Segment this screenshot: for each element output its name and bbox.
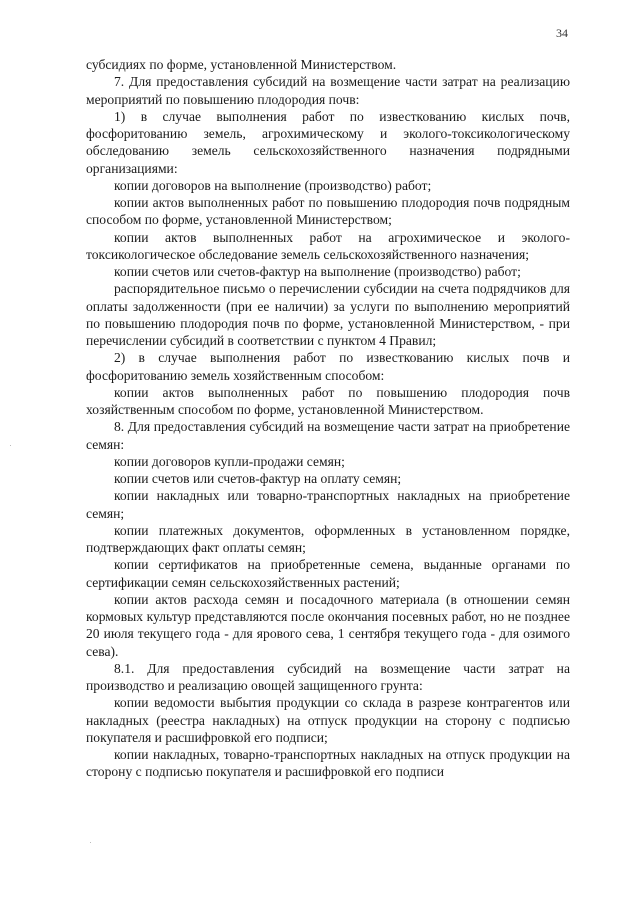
scan-speck — [90, 842, 91, 843]
paragraph: субсидиях по форме, установленной Министерством. — [86, 57, 397, 72]
paragraph: копии сертификатов на приобретенные семена, выданные органами по сертификации семян сельскохозяйственных растений; — [86, 557, 570, 590]
paragraph: копии актов выполненных работ на агрохимическое и эколого-токсикологическое обследование земель сельскохозяйственного назначения; — [86, 229, 570, 262]
paragraph: копии накладных, товарно-транспортных накладных на отпуск продукции на сторону с подписью покупателя и расшифровкой его подписи — [86, 747, 570, 780]
paragraph: копии актов расхода семян и посадочного материала (в отношении семян кормовых культур представляются после окончания посевных работ, но не позднее 20 июля текущего года - для ярового сева, 1 сентября текущего года - для озимого сева). — [86, 591, 570, 659]
paragraph: копии счетов или счетов-фактур на оплату семян; — [114, 471, 402, 486]
page-number: 34 — [556, 26, 568, 40]
paragraph: 8. Для предоставления субсидий на возмещение части затрат на приобретение семян: — [86, 419, 570, 452]
paragraph: 1) в случае выполнения работ по известкованию кислых почв, фосфоритованию земель, агрохимическому и эколого-токсикологическому обследованию земель сельскохозяйственного назначения подрядными организациями: — [86, 108, 570, 176]
paragraph: 8.1. Для предоставления субсидий на возмещение части затрат на производство и реализацию овощей защищенного грунта: — [86, 660, 570, 693]
paragraph: копии актов выполненных работ по повышению плодородия почв подрядным способом по форме, установленной Министерством; — [86, 195, 570, 228]
paragraph: копии актов выполненных работ по повышению плодородия почв хозяйственным способом по форме, установленной Министерством. — [86, 384, 570, 417]
paragraph: 7. Для предоставления субсидий на возмещение части затрат на реализацию мероприятий по повышению плодородия почв: — [86, 74, 570, 107]
paragraph: копии договоров купли-продажи семян; — [114, 453, 345, 469]
paragraph: копии договоров на выполнение (производство) работ; — [114, 177, 432, 193]
paragraph: 2) в случае выполнения работ по известкованию кислых почв и фосфоритованию земель хозяйственным способом: — [86, 350, 570, 383]
paragraph: копии накладных или товарно-транспортных накладных на приобретение семян; — [86, 488, 570, 521]
paragraph: копии счетов или счетов-фактур на выполнение (производство) работ; — [114, 264, 521, 279]
paragraph: распорядительное письмо о перечислении субсидии на счета подрядчиков для оплаты задолженности (при ее наличии) за услуги по выполнению мероприятий по повышению плодородия почв по форме, установленной Министерством, - при перечислении субсидий в соответствии с пунктом 4 Правил; — [86, 281, 570, 348]
scan-speck — [10, 445, 11, 446]
paragraph: копии ведомости выбытия продукции со склада в разрезе контрагентов или накладных (реестра накладных) на отпуск продукции на сторону с подписью покупателя и расшифровкой его подписи; — [86, 695, 570, 745]
document-body — [86, 56, 570, 781]
paragraph: копии платежных документов, оформленных в установленном порядке, подтверждающих факт оплаты семян; — [86, 522, 570, 555]
